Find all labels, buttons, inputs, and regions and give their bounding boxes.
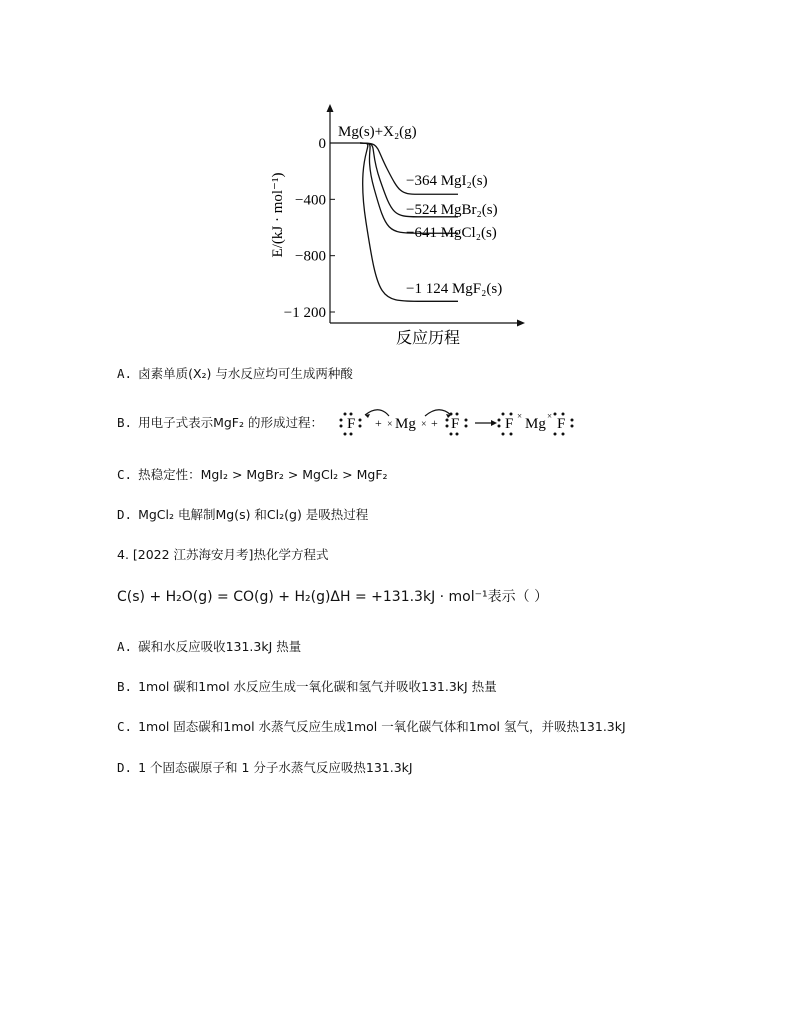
option-text: 碳和水反应吸收131.3kJ 热量 — [138, 639, 302, 654]
electron-cross-1: × — [387, 419, 393, 430]
electron-dot — [502, 433, 505, 436]
energy-diagram — [260, 96, 540, 352]
option-4d — [117, 759, 413, 777]
electron-dot — [450, 433, 453, 436]
energy-diagram-svg — [260, 96, 540, 352]
start-state-label: Mg(s)+X₂(g) — [338, 124, 417, 140]
option-text: 1mol 固态碳和1mol 水蒸气反应生成1mol 一氧化碳气体和1mol 氢气，并吸热131.3kJ — [138, 719, 626, 734]
electron-dot — [340, 425, 343, 428]
electron-dot — [446, 425, 449, 428]
thermochemical-equation: C(s) + H₂O(g) = CO(g) + H₂(g)ΔH = +131.3kJ · mol⁻¹表示（ ） — [117, 589, 549, 605]
electron-dot — [465, 419, 468, 422]
option-text: 1mol 碳和1mol 水反应生成一氧化碳和氢气并吸收131.3kJ 热量 — [138, 679, 497, 694]
option-text: 1 个固态碳原子和 1 分子水蒸气反应吸热131.3kJ — [138, 760, 413, 775]
electron-cross-4: × — [547, 411, 553, 421]
option-4b — [117, 678, 497, 696]
electron-dot — [498, 425, 501, 428]
energy-curve-mgfs — [360, 143, 458, 301]
f2-symbol: F — [451, 416, 460, 432]
electron-dot — [562, 433, 565, 436]
option-letter: B. — [117, 679, 133, 694]
electron-cross-2: × — [421, 419, 427, 430]
option-letter: D. — [117, 507, 133, 522]
option-text: 用电子式表示MgF₂ 的形成过程： — [138, 415, 323, 430]
f1-symbol: F — [347, 416, 356, 432]
x-axis-label: 反应历程 — [395, 330, 461, 347]
option-text: 热稳定性：MgI₂ > MgBr₂ > MgCl₂ > MgF₂ — [138, 467, 388, 482]
x-axis-arrow-icon — [517, 320, 525, 327]
option-3c — [117, 466, 388, 484]
electron-cross-3: × — [517, 411, 523, 421]
product-energy-label: −364 MgI₂(s) — [406, 173, 488, 189]
reaction-arrow-icon — [491, 420, 497, 426]
option-3a — [117, 365, 353, 383]
option-letter: D. — [117, 760, 133, 775]
f4-symbol: F — [557, 416, 566, 432]
electron-dot — [344, 413, 347, 416]
electron-dot — [359, 425, 362, 428]
question-4-stem: 4. [2022 江苏海安月考]热化学方程式 — [117, 547, 329, 562]
y-axis-arrow-icon — [327, 104, 334, 112]
option-letter: C. — [117, 719, 133, 734]
option-letter: C. — [117, 467, 133, 482]
option-3b — [117, 411, 566, 432]
plus-sign-1: + — [375, 416, 382, 430]
option-4c — [117, 718, 626, 736]
mg-symbol-2: Mg — [525, 416, 546, 432]
y-tick-label: −1 200 — [283, 305, 326, 321]
electron-dot — [340, 419, 343, 422]
electron-dot — [510, 433, 513, 436]
electron-dot — [350, 413, 353, 416]
electron-dot — [562, 413, 565, 416]
option-text: 卤素单质(X₂) 与水反应均可生成两种酸 — [138, 366, 353, 381]
y-tick-label: −400 — [295, 192, 326, 209]
electron-dot — [571, 419, 574, 422]
electron-dot — [571, 425, 574, 428]
option-4a — [117, 638, 301, 656]
f3-symbol: F — [505, 416, 514, 432]
product-energy-label: −1 124 MgF₂(s) — [406, 281, 503, 297]
electron-dot — [456, 433, 459, 436]
product-energy-label: −524 MgBr₂(s) — [406, 202, 498, 218]
electron-dot — [554, 433, 557, 436]
option-letter: A. — [117, 366, 133, 381]
electron-dot — [502, 413, 505, 416]
electron-dot — [344, 433, 347, 436]
electron-dot — [456, 413, 459, 416]
electron-dot — [498, 419, 501, 422]
electron-dot — [510, 413, 513, 416]
mg-symbol-1: Mg — [395, 416, 416, 432]
product-energy-label: −641 MgCl₂(s) — [406, 225, 497, 241]
option-letter: A. — [117, 639, 133, 654]
fluorine-atom-1 — [347, 416, 355, 432]
option-letter: B. — [117, 415, 133, 430]
y-tick-label: 0 — [318, 136, 326, 152]
y-axis-label: E/(kJ · mol⁻¹) — [270, 172, 286, 258]
plus-sign-2: + — [431, 416, 438, 430]
option-text: MgCl₂ 电解制Mg(s) 和Cl₂(g) 是吸热过程 — [138, 507, 369, 522]
electron-dot — [554, 413, 557, 416]
y-tick-label: −800 — [295, 248, 326, 265]
electron-dot — [446, 419, 449, 422]
option-3d — [117, 506, 368, 524]
electron-dot — [465, 425, 468, 428]
electron-dot — [350, 433, 353, 436]
electron-formula-formation — [339, 405, 589, 441]
electron-dot — [359, 419, 362, 422]
